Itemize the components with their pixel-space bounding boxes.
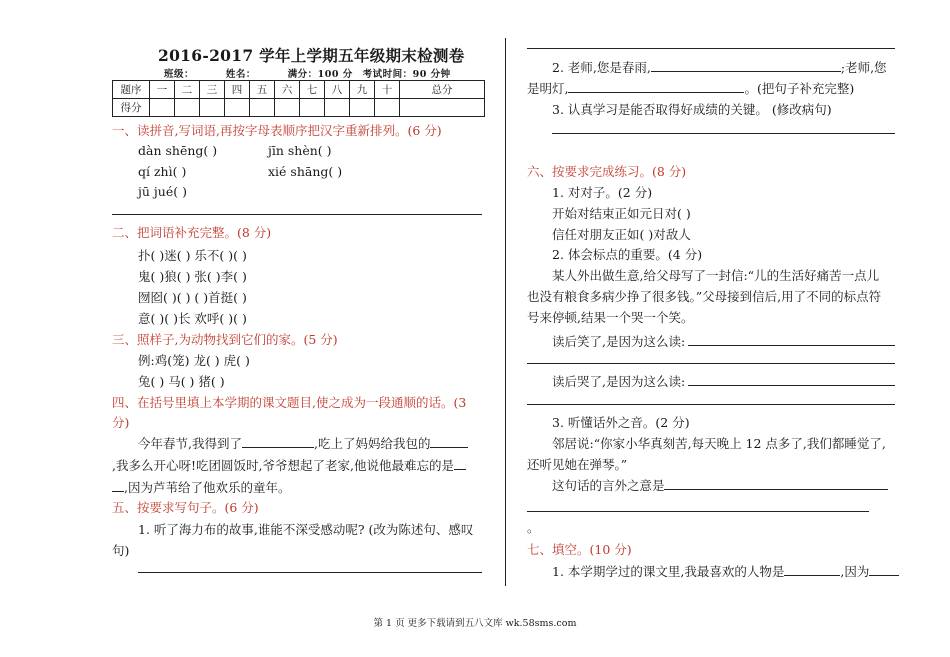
s6-q2-para-3: 号来停顿,结果一个哭一个笑。 — [527, 310, 694, 325]
answer-line[interactable] — [527, 404, 895, 405]
section-5-heading: 五、按要求写句子。(6 分) — [112, 500, 259, 515]
section-1-heading: 一、读拼音,写词语,再按字母表顺序把汉字重新排列。(6 分) — [112, 123, 442, 138]
col-4: 四 — [225, 81, 250, 99]
score-cell[interactable] — [300, 99, 325, 117]
s4-line-1 — [138, 434, 468, 452]
col-6: 六 — [275, 81, 300, 99]
page-footer: 第 1 页 更多下载请到五八文库 wk.58sms.com — [373, 618, 577, 629]
section-4-heading: 四、在括号里填上本学期的课文题目,使之成为一段通顺的话。(3 — [112, 395, 467, 410]
section-7-heading: 七、填空。(10 分) — [527, 542, 632, 557]
answer-line[interactable] — [688, 385, 895, 386]
score-cell[interactable] — [175, 99, 200, 117]
blank[interactable] — [454, 457, 466, 470]
name-label: 姓名： — [225, 69, 256, 80]
col-8: 八 — [325, 81, 350, 99]
s5-q2-line-2 — [527, 79, 854, 97]
score-header-row — [113, 81, 485, 99]
full-score-label: 满分：100 分 — [287, 69, 353, 80]
row-label-score: 得分 — [113, 99, 150, 117]
score-cell[interactable] — [225, 99, 250, 117]
score-table — [112, 80, 485, 117]
blank[interactable] — [242, 435, 314, 448]
s7-q1-text-b: ,因为 — [840, 564, 870, 579]
s5-q1-line-1: 1. 听了海力布的故事,谁能不深受感动呢? (改为陈述句、感叹 — [138, 522, 474, 537]
s5-q3: 3. 认真学习是能否取得好成绩的关键。 (修改病句) — [552, 102, 832, 117]
idiom-row-3: 囫囵( )( ) ( )首挺( ) — [138, 290, 247, 305]
s6-q2-para-2: 也没有粮食多病少挣了很多钱。”父母接到信后,用了不同的标点符 — [527, 289, 882, 304]
col-7: 七 — [300, 81, 325, 99]
s5-q2-text-c: 是明灯, — [527, 81, 569, 96]
section-2-heading: 二、把词语补充完整。(8 分) — [112, 225, 272, 240]
col-10: 十 — [375, 81, 400, 99]
time-label: 考试时间：90 分钟 — [362, 69, 451, 80]
row-label-order: 题序 — [113, 81, 150, 99]
answer-line[interactable] — [138, 572, 482, 573]
s4-line-2 — [112, 456, 466, 474]
page-title: 2016-2017 学年上学期五年级期末检测卷 — [158, 46, 465, 65]
col-1: 一 — [150, 81, 175, 99]
score-cell[interactable] — [350, 99, 375, 117]
col-9: 九 — [350, 81, 375, 99]
score-cell[interactable] — [325, 99, 350, 117]
s6-q3-para-1: 邻居说:“你家小华真刻苦,每天晚上 12 点多了,我们都睡觉了, — [552, 436, 886, 451]
col-5: 五 — [250, 81, 275, 99]
col-2: 二 — [175, 81, 200, 99]
pinyin-5: jū jué( ) — [138, 184, 187, 199]
column-divider — [505, 38, 506, 586]
s6-q3: 3. 听懂话外之音。(2 分) — [552, 415, 690, 430]
score-cell[interactable] — [375, 99, 400, 117]
s6-q1-b: 信任对朋友正如( )对敌人 — [552, 227, 691, 242]
s6-q2-para-1: 某人外出做生意,给父母写了一封信:“儿的生活好痛苦一点儿 — [552, 268, 880, 283]
s6-q1: 1. 对对子。(2 分) — [552, 185, 653, 200]
s7-q1 — [552, 562, 899, 580]
pinyin-2: jīn shèn( ) — [268, 143, 332, 158]
blank[interactable] — [112, 479, 124, 492]
blank[interactable] — [568, 80, 744, 93]
class-label: 班级： — [164, 69, 195, 80]
s5-q2-text-d: 。(把句子补充完整) — [744, 81, 855, 96]
s4-line-3 — [112, 478, 290, 496]
s4-text-c: ,我多么开心呀!吃团圆饭时,爷爷想起了老家,他说他最难忘的是 — [112, 458, 454, 473]
s4-text-d: ,因为芦苇给了他欢乐的童年。 — [124, 480, 291, 495]
s6-q1-a: 开始对结束正如元日对( ) — [552, 206, 691, 221]
section-3-heading: 三、照样子,为动物找到它们的家。(5 分) — [112, 332, 338, 347]
answer-line[interactable] — [527, 363, 895, 364]
answer-line[interactable] — [527, 511, 869, 512]
section-6-heading: 六、按要求完成练习。(8 分) — [527, 164, 687, 179]
s6-q2: 2. 体会标点的重要。(4 分) — [552, 247, 703, 262]
score-cell[interactable] — [250, 99, 275, 117]
s4-text-b: ,吃上了妈妈给我包的 — [313, 436, 431, 451]
idiom-row-1: 扑( )迷( ) 乐不( )( ) — [138, 248, 247, 263]
answer-line[interactable] — [112, 214, 482, 215]
section-4-heading-cont: 分) — [112, 415, 130, 430]
blank[interactable] — [784, 563, 840, 576]
answer-line[interactable] — [688, 345, 895, 346]
idiom-row-4: 意( )( )长 欢呼( )( ) — [138, 311, 247, 326]
blank[interactable] — [869, 563, 899, 576]
score-cell[interactable] — [150, 99, 175, 117]
animal-row-1: 例:鸡(笼) 龙( ) 虎( ) — [138, 353, 250, 368]
score-cell[interactable] — [200, 99, 225, 117]
score-value-row — [113, 99, 485, 117]
idiom-row-2: 鬼( )狼( ) 张( )李( ) — [138, 269, 247, 284]
s6-q3-para-2: 还听见她在弹琴。” — [527, 457, 628, 472]
s5-q2-line-1 — [552, 58, 887, 76]
blank[interactable] — [430, 435, 468, 448]
total-score-cell[interactable] — [400, 99, 485, 117]
s6-q3-implied: 这句话的言外之意是 — [552, 478, 665, 493]
answer-line[interactable] — [664, 489, 888, 490]
col-3: 三 — [200, 81, 225, 99]
answer-line[interactable] — [527, 48, 895, 49]
s4-text-a: 今年春节,我得到了 — [138, 436, 242, 451]
col-total: 总分 — [400, 81, 485, 99]
pinyin-3: qí zhì( ) — [138, 164, 187, 179]
s6-q2-laugh: 读后笑了,是因为这么读: — [552, 334, 686, 349]
exam-info — [164, 66, 457, 80]
s5-q2-text-a: 2. 老师,您是春雨, — [552, 60, 651, 75]
s7-q1-text-a: 1. 本学期学过的课文里,我最喜欢的人物是 — [552, 564, 785, 579]
s5-q1-line-2: 句) — [112, 543, 130, 558]
s6-q3-end: 。 — [527, 520, 540, 535]
blank[interactable] — [651, 59, 841, 72]
animal-row-2: 兔( ) 马( ) 猪( ) — [138, 374, 225, 389]
score-cell[interactable] — [275, 99, 300, 117]
pinyin-4: xié shāng( ) — [268, 164, 343, 179]
pinyin-1: dàn shēng( ) — [138, 143, 218, 158]
s6-q2-cry: 读后哭了,是因为这么读: — [552, 374, 686, 389]
s5-q2-text-b: ;老师,您 — [840, 60, 887, 75]
answer-line[interactable] — [552, 133, 895, 134]
